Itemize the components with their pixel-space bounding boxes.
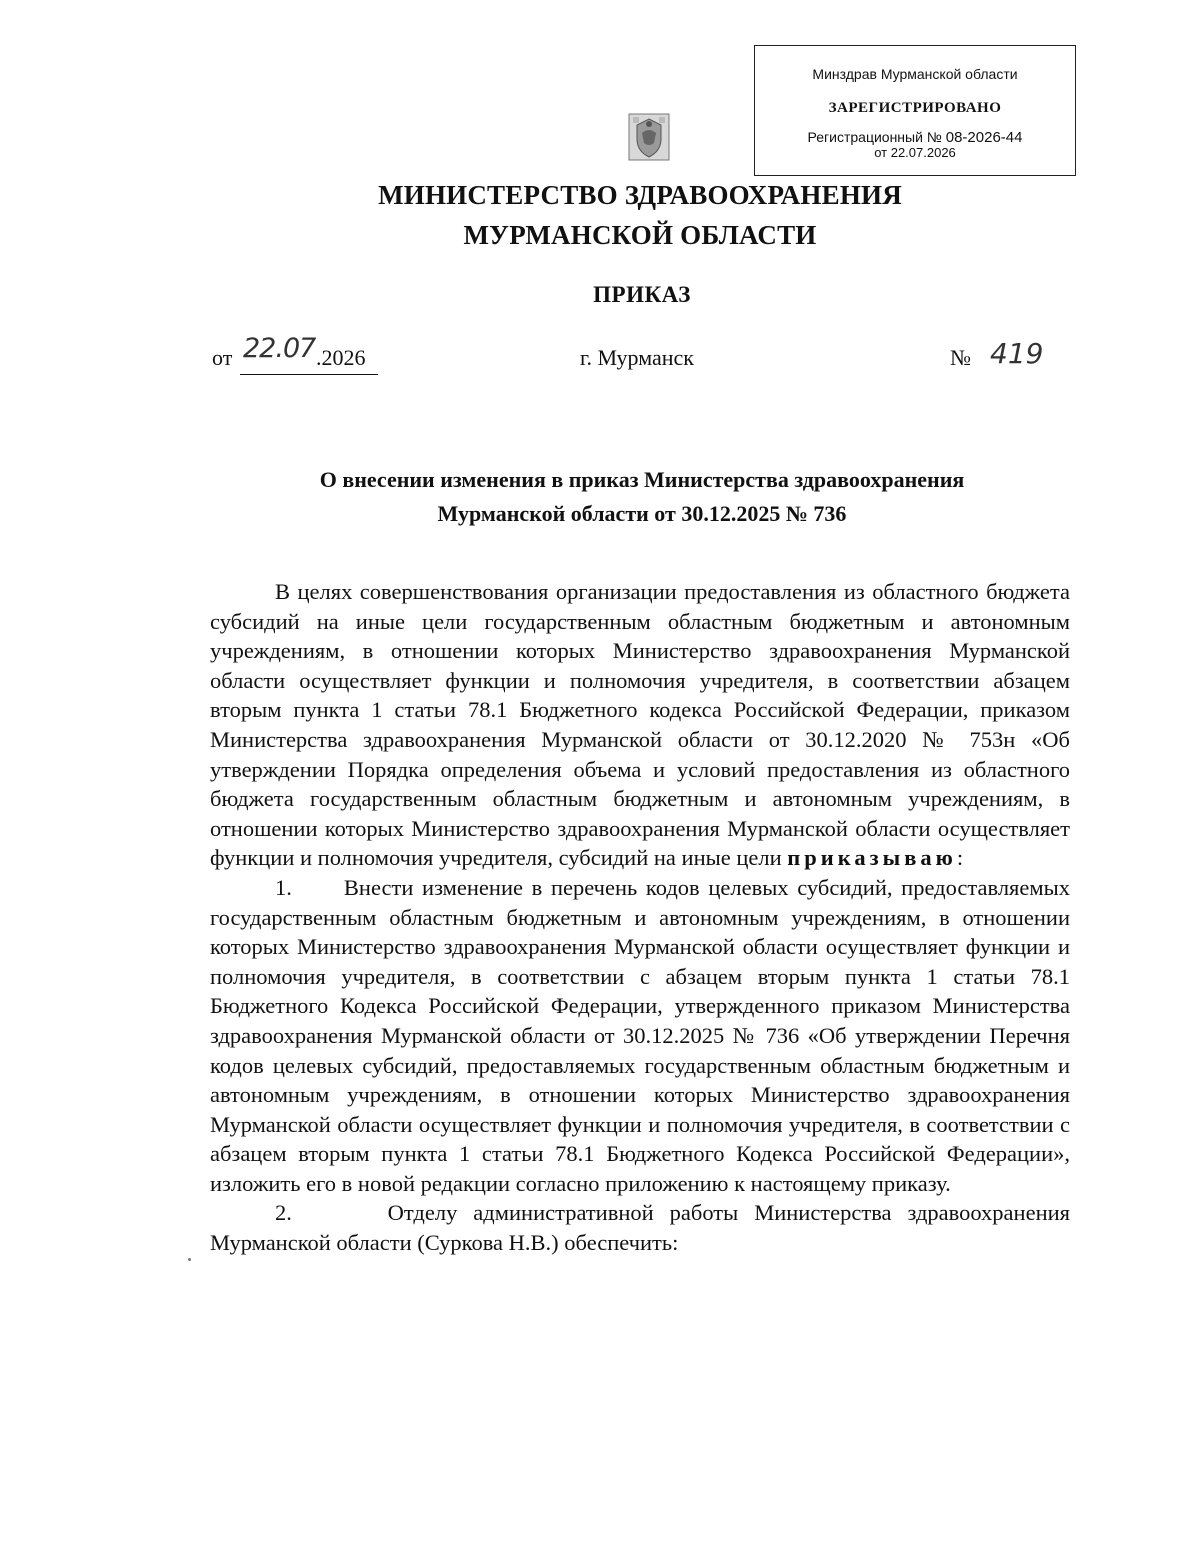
registration-stamp — [754, 45, 1076, 176]
preamble-paragraph: В целях совершенствования организации предоставления из областного бюджета субсидий на иные цели государственным областным бюджетным и автономным учреждениям, в отношении которых Министерство здравоохранения Мурманской области осуществляет функции и полномочия учредителя, в соответствии абзацем вторым пункта 1 статьи 78.1 Бюджетного кодекса Российской Федерации, приказом Министерства здравоохранения Мурманской области от 30.12.2020 № 753н «Об утверждении Порядка определения объема и условий предоставления из областного бюджета государственным областным бюджетным и автономным учреждениям, в отношении которых Министерство здравоохранения Мурманской области осуществляет функции и полномочия учредителя, субсидий на иные цели приказываю: — [210, 579, 1070, 871]
stamp-date: от 22.07.2026 — [874, 145, 956, 160]
ministry-name — [0, 175, 1200, 255]
item-2-paragraph: 2. Отделу административной работы Министерства здравоохранения Мурманской области (Суркова Н.В.) обеспечить: — [210, 1200, 1070, 1256]
document-title — [0, 463, 1200, 531]
date-year: .2026 — [316, 345, 366, 370]
city-name: г. Мурманск — [580, 345, 694, 370]
title-line-1: О внесении изменения в приказ Министерства здравоохранения — [319, 467, 965, 492]
document-type: ПРИКАЗ — [593, 282, 691, 307]
scan-speck — [188, 1258, 191, 1261]
number-sign: № — [950, 345, 971, 370]
date-underline — [240, 374, 378, 375]
ministry-line-2: МУРМАНСКОЙ ОБЛАСТИ — [463, 220, 817, 250]
stamp-status: ЗАРЕГИСТРИРОВАНО — [828, 100, 1002, 116]
title-line-2: Мурманской области от 30.12.2025 № 736 — [437, 501, 847, 526]
ministry-line-1: МИНИСТЕРСТВО ЗДРАВООХРАНЕНИЯ — [378, 180, 902, 210]
document-body — [210, 577, 1070, 1258]
prikazyvayu-word: приказываю — [787, 845, 957, 871]
stamp-org: Минздрав Мурманской области — [812, 66, 1018, 82]
handwritten-number: 419 — [990, 337, 1044, 370]
date-prefix: от — [212, 345, 233, 370]
coat-of-arms-icon — [628, 113, 670, 161]
stamp-reg-number: Регистрационный № 08-2026-44 — [807, 129, 1023, 146]
handwritten-date: 22.07 — [243, 333, 316, 364]
item-1-paragraph: 1. Внести изменение в перечень кодов целевых субсидий, предоставляемых государственным областным бюджетным и автономным учреждениям, в отношении которых Министерство здравоохранения Мурманской области осуществляет функции и полномочия учредителя, в соответствии с абзацем вторым пункта 1 статьи 78.1 Бюджетного Кодекса Российской Федерации, утвержденного приказом Министерства здравоохранения Мурманской области от 30.12.2025 № 736 «Об утверждении Перечня кодов целевых субсидий, предоставляемых государственным областным бюджетным и автономным учреждениям, в отношении которых Министерство здравоохранения Мурманской области осуществляет функции и полномочия учредителя, в соответствии с абзацем вторым пункта 1 статьи 78.1 Бюджетного Кодекса Российской Федерации», изложить его в новой редакции согласно приложению к настоящему приказу. — [210, 874, 1070, 1196]
